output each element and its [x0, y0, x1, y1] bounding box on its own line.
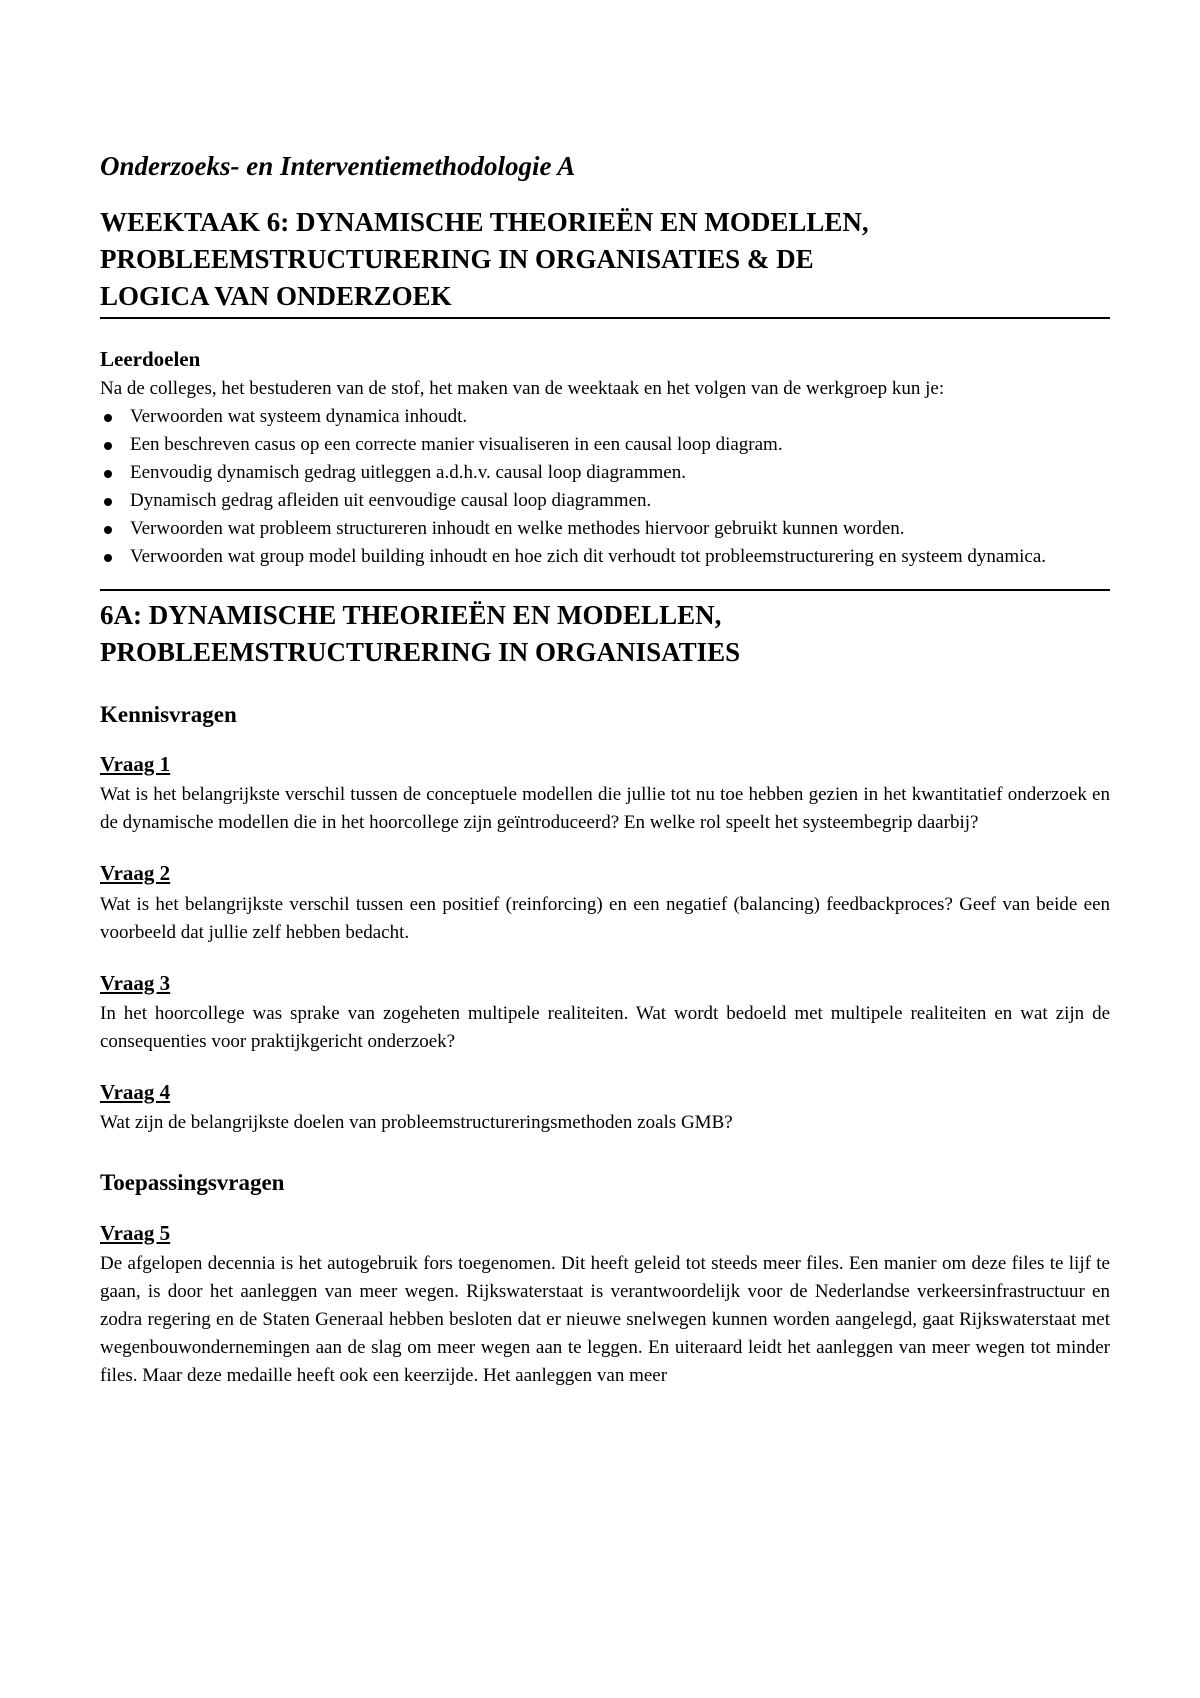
list-item [100, 515, 1110, 543]
list-item [100, 459, 1110, 487]
list-item [100, 543, 1110, 571]
question-block [100, 1221, 1110, 1390]
kennisvragen-heading: Kennisvragen [100, 701, 237, 727]
question-block [100, 861, 1110, 946]
list-item-text: Een beschreven casus op een correcte manier visualiseren in een causal loop diagram. [130, 433, 783, 455]
learning-goals-list [100, 403, 1110, 571]
bullet-icon [104, 414, 112, 422]
toepassingsvragen-heading: Toepassingsvragen [100, 1169, 285, 1195]
question-label: Vraag 3 [100, 970, 171, 995]
question-label: Vraag 2 [100, 861, 171, 886]
bullet-icon [104, 470, 112, 478]
question-block [100, 752, 1110, 837]
question-text: In het hoorcollege was sprake van zogeheten multipele realiteiten. Wat wordt bedoeld met multipele realiteiten en wat zijn de consequenties voor praktijkgericht onderzoek? [100, 1002, 1110, 1052]
bullet-icon [104, 526, 112, 534]
bullet-icon [104, 442, 112, 450]
list-item [100, 403, 1110, 431]
bullet-icon [104, 554, 112, 562]
question-label: Vraag 5 [100, 1220, 171, 1245]
week-title-line: PROBLEEMSTRUCTURERING IN ORGANISATIES & DE [100, 244, 814, 275]
section-title-line: 6A: DYNAMISCHE THEORIEËN EN MODELLEN, [100, 599, 722, 630]
question-text: De afgelopen decennia is het autogebruik fors toegenomen. Dit heeft geleid tot steeds meer files. Een manier om deze files te lijf te gaan, is door het aanleggen van meer wegen. Rijkswaterstaat is verantwoordelijk voor de Nederlandse verkeersinfrastructuur en zodra regering en de Staten Generaal hebben besloten dat er nieuwe snelwegen kunnen worden aangelegd, gaat Rijkswaterstaat met wegenbouwondernemingen aan de slag om meer wegen aan te leggen. En uiteraard leidt het aanleggen van meer wegen tot minder files. Maar deze medaille heeft ook een keerzijde. Het aanleggen van meer [100, 1252, 1110, 1386]
question-text: Wat zijn de belangrijkste doelen van probleemstructureringsmethoden zoals GMB? [100, 1111, 733, 1133]
week-title-line: LOGICA VAN ONDERZOEK [100, 281, 452, 312]
document-page [100, 150, 1110, 1390]
list-item-text: Verwoorden wat probleem structureren inhoudt en welke methodes hiervoor gebruikt kunnen worden. [130, 517, 905, 539]
question-block [100, 1080, 1110, 1137]
section-title-line: PROBLEEMSTRUCTURERING IN ORGANISATIES [100, 636, 741, 667]
list-item-text: Eenvoudig dynamisch gedrag uitleggen a.d.h.v. causal loop diagrammen. [130, 461, 686, 483]
list-item [100, 431, 1110, 459]
list-item-text: Verwoorden wat group model building inhoudt en hoe zich dit verhoudt tot probleemstructurering en systeem dynamica. [130, 545, 1046, 567]
list-item-text: Verwoorden wat systeem dynamica inhoudt. [130, 405, 468, 427]
list-item [100, 487, 1110, 515]
question-text: Wat is het belangrijkste verschil tussen een positief (reinforcing) en een negatief (balancing) feedbackproces? Geef van beide een voorbeeld dat jullie zelf hebben bedacht. [100, 893, 1110, 943]
course-title: Onderzoeks- en Interventiemethodologie A [100, 151, 576, 181]
section-6a-title [100, 589, 1110, 671]
week-title [100, 204, 1110, 319]
question-text: Wat is het belangrijkste verschil tussen de conceptuele modellen die jullie tot nu toe hebben gezien in het kwantitatief onderzoek en de dynamische modellen die in het hoorcollege zijn geïntroduceerd? En welke rol speelt het systeembegrip daarbij? [100, 784, 1110, 834]
question-label: Vraag 4 [100, 1079, 171, 1104]
question-label: Vraag 1 [100, 752, 171, 777]
week-title-line: WEEKTAAK 6: DYNAMISCHE THEORIEËN EN MODELLEN, [100, 207, 869, 238]
question-block [100, 971, 1110, 1056]
learning-goals-intro: Na de colleges, het bestuderen van de stof, het maken van de weektaak en het volgen van de werkgroep kun je: [100, 377, 945, 399]
learning-goals-heading: Leerdoelen [100, 347, 201, 372]
list-item-text: Dynamisch gedrag afleiden uit eenvoudige causal loop diagrammen. [130, 489, 652, 511]
bullet-icon [104, 498, 112, 506]
